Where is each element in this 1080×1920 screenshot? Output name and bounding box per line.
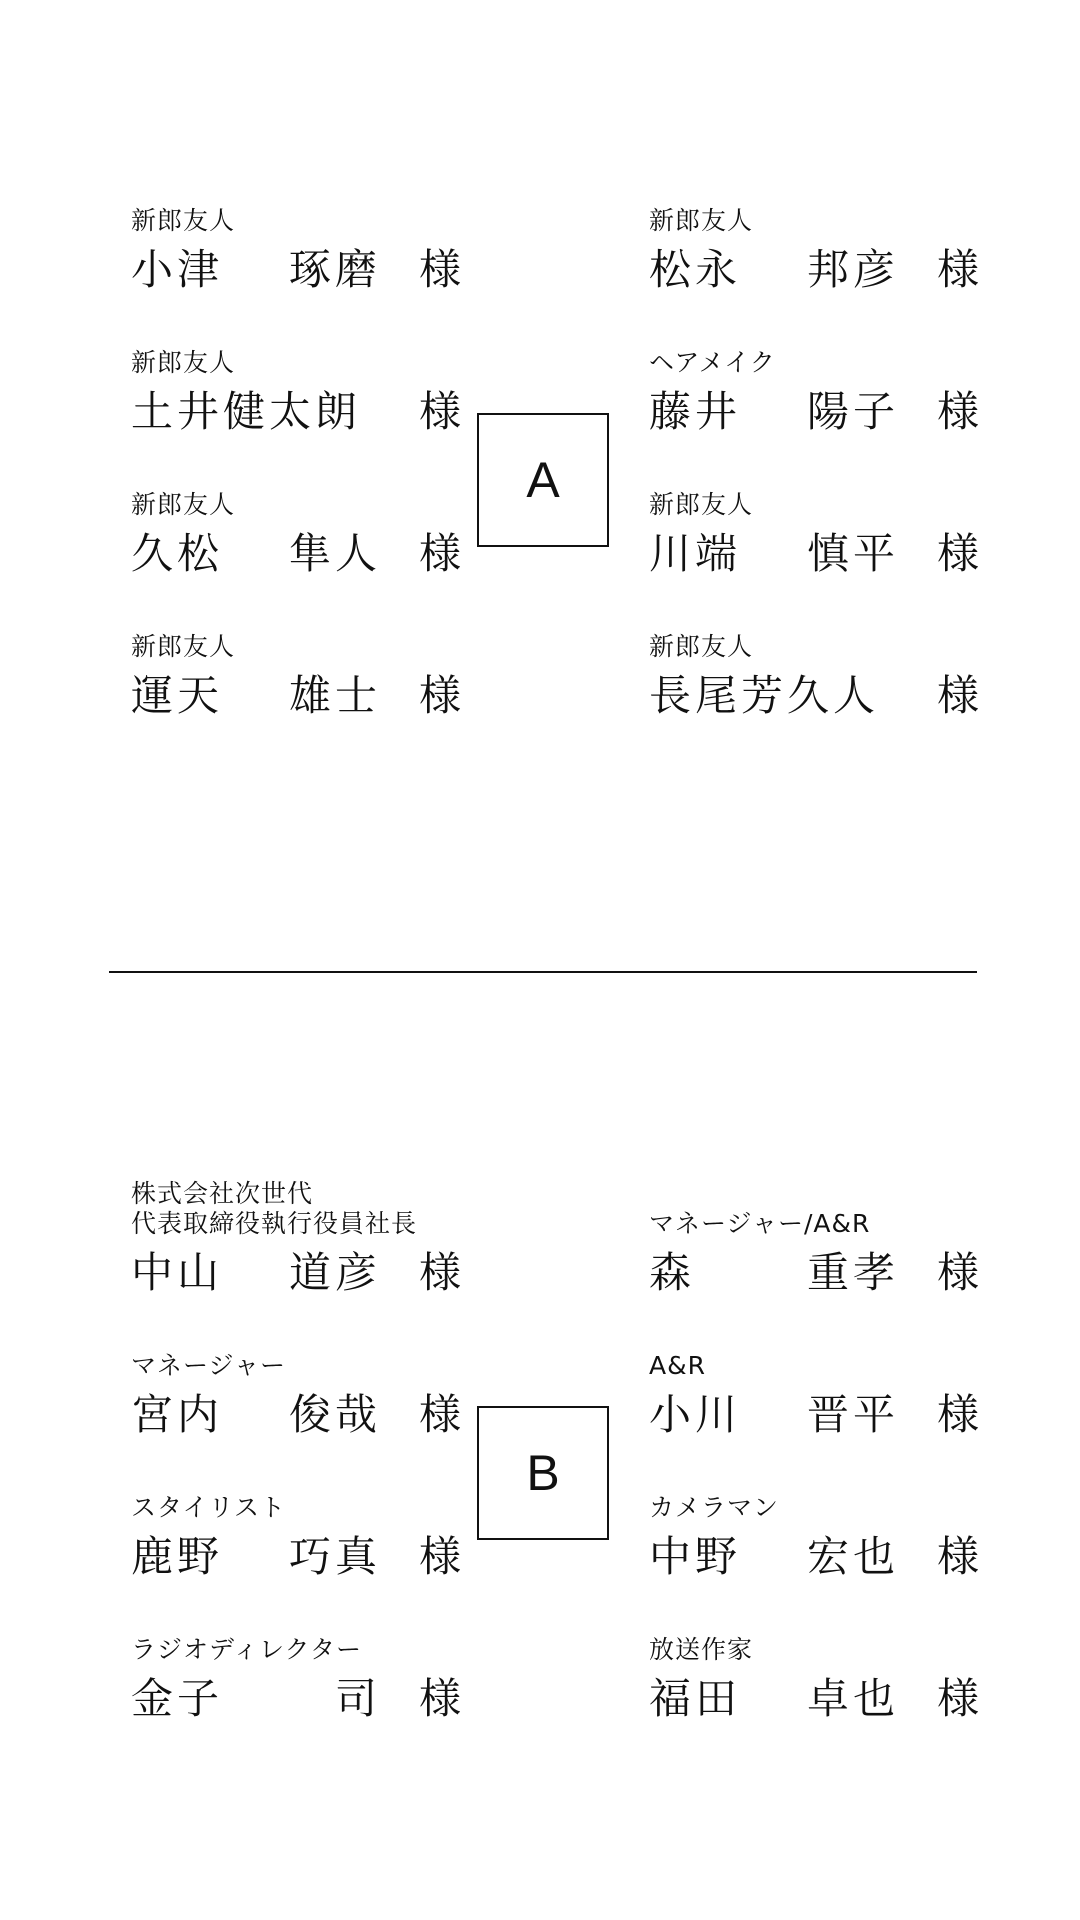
honorific: 様: [418, 1390, 461, 1439]
guest-surname: 川端: [649, 529, 742, 578]
guest-card: [649, 1619, 979, 1729]
honorific: 様: [418, 529, 461, 578]
guest-title: カメラマン: [649, 1493, 780, 1522]
guest-title: 新郎友人: [649, 632, 754, 661]
honorific: 様: [418, 671, 461, 720]
guest-card: [131, 1477, 461, 1587]
guest-title: マネージャー/A&R: [649, 1209, 871, 1238]
guest-card: [131, 474, 461, 584]
guest-name: [131, 1243, 461, 1303]
guest-title: 新郎友人: [649, 490, 754, 519]
guest-title: マネージャー: [131, 1351, 287, 1380]
guest-name: [649, 1527, 979, 1587]
guest-given-name: 重孝: [806, 1248, 899, 1297]
guest-surname: 久松: [131, 529, 224, 578]
guest-card: [649, 1477, 979, 1587]
guest-title: 新郎友人: [649, 206, 754, 235]
table-b-section: [0, 985, 1080, 1920]
guest-given-name: 雄士: [288, 671, 381, 720]
guest-card: [649, 190, 979, 300]
guest-given-name: 道彦: [288, 1248, 381, 1297]
honorific: 様: [418, 387, 461, 436]
guest-given-name: 巧真: [288, 1532, 381, 1581]
honorific: 様: [936, 671, 979, 720]
guest-given-name: 晋平: [806, 1390, 899, 1439]
guest-surname: 福田: [649, 1674, 742, 1723]
guest-card: [131, 190, 461, 300]
guest-given-name: 慎平: [806, 529, 899, 578]
guest-name: [131, 666, 461, 726]
honorific: 様: [936, 1390, 979, 1439]
guest-name: [649, 1669, 979, 1729]
guest-name: [131, 240, 461, 300]
guest-surname: 藤井: [649, 387, 742, 436]
guest-card: [649, 616, 979, 726]
guest-title: ヘアメイク: [649, 348, 776, 377]
guest-surname: 長尾芳久人: [649, 671, 880, 720]
section-divider: [109, 971, 977, 973]
guest-name: [649, 382, 979, 442]
guest-card: [649, 332, 979, 442]
honorific: 様: [936, 529, 979, 578]
guest-name: [131, 1669, 461, 1729]
guest-title: 株式会社次世代 代表取締役執行役員社長: [131, 1179, 418, 1238]
guest-title: 新郎友人: [131, 348, 236, 377]
guest-surname: 小川: [649, 1390, 742, 1439]
guest-title: ラジオディレクター: [131, 1635, 363, 1664]
table-label: A: [526, 452, 560, 508]
honorific: 様: [418, 245, 461, 294]
honorific: 様: [936, 1248, 979, 1297]
honorific: 様: [936, 1674, 979, 1723]
guest-given-name: 俊哉: [288, 1390, 381, 1439]
guest-name: [131, 524, 461, 584]
guest-title: 新郎友人: [131, 490, 236, 519]
guest-name: [649, 1243, 979, 1303]
guest-given-name: 琢磨: [288, 245, 381, 294]
table-label-box: [477, 413, 609, 547]
guest-surname: 宮内: [131, 1390, 224, 1439]
guest-card: [131, 1335, 461, 1445]
guest-card: [649, 1193, 979, 1303]
honorific: 様: [418, 1532, 461, 1581]
guest-card: [649, 1335, 979, 1445]
guest-surname: 中野: [649, 1532, 742, 1581]
guest-given-name: 卓也: [806, 1674, 899, 1723]
guest-name: [131, 382, 461, 442]
guest-title: スタイリスト: [131, 1493, 287, 1522]
guest-surname: 小津: [131, 245, 224, 294]
guest-surname: 運天: [131, 671, 224, 720]
guest-surname: 森: [649, 1248, 696, 1297]
honorific: 様: [418, 1248, 461, 1297]
guest-name: [649, 666, 979, 726]
guest-name: [649, 240, 979, 300]
guest-given-name: 邦彦: [806, 245, 899, 294]
guest-given-name: 宏也: [806, 1532, 899, 1581]
guest-title: A&R: [649, 1351, 706, 1380]
guest-given-name: 隼人: [288, 529, 381, 578]
guest-card: [131, 332, 461, 442]
guest-name: [131, 1385, 461, 1445]
guest-title: 新郎友人: [131, 632, 236, 661]
guest-given-name: 司: [334, 1674, 381, 1723]
guest-name: [649, 1385, 979, 1445]
guest-given-name: 陽子: [806, 387, 899, 436]
guest-name: [649, 524, 979, 584]
guest-surname: 金子: [131, 1674, 224, 1723]
honorific: 様: [936, 1532, 979, 1581]
table-label-box: [477, 1406, 609, 1540]
table-label: B: [526, 1445, 560, 1501]
honorific: 様: [418, 1674, 461, 1723]
guest-surname: 中山: [131, 1248, 224, 1297]
guest-card: [131, 1179, 461, 1303]
guest-card: [131, 616, 461, 726]
guest-card: [649, 474, 979, 584]
guest-title: 新郎友人: [131, 206, 236, 235]
guest-card: [131, 1619, 461, 1729]
honorific: 様: [936, 387, 979, 436]
guest-title: 放送作家: [649, 1635, 754, 1664]
guest-surname: 土井健太朗: [131, 387, 362, 436]
honorific: 様: [936, 245, 979, 294]
guest-surname: 鹿野: [131, 1532, 224, 1581]
guest-name: [131, 1527, 461, 1587]
guest-surname: 松永: [649, 245, 742, 294]
